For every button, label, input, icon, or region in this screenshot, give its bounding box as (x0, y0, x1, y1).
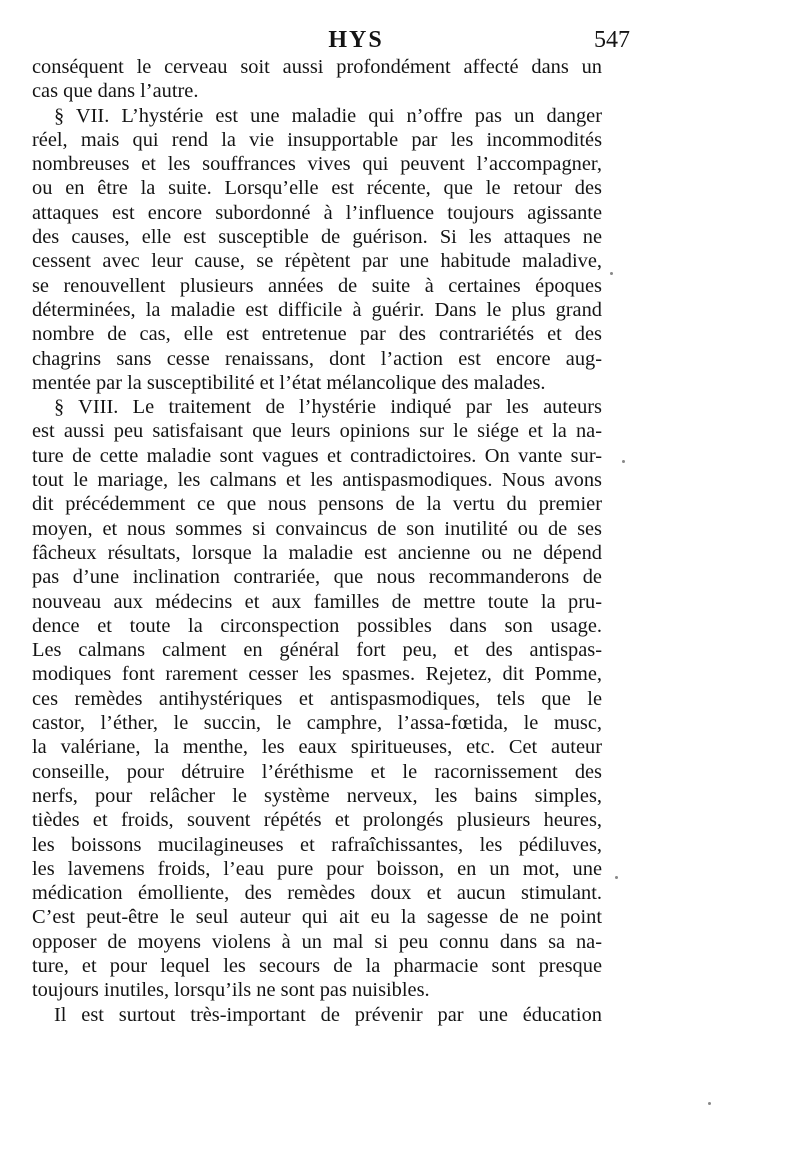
text-line: tièdes et froids, souvent répétés et prolongés plusieurs heures, (32, 809, 602, 832)
text-line: nerfs, pour relâcher le système nerveux, les bains simples, (32, 784, 602, 807)
text-line: tout le mariage, les calmans et les antispasmodiques. Nous avons (32, 469, 602, 492)
text-line: les boissons mucilagineuses et rafraîchissantes, les pédiluves, (32, 833, 602, 856)
text-line: nombreuses et les souffrances vives qui peuvent l’accompagner, (32, 153, 602, 176)
text-line: fâcheux résultats, lorsque la maladie est ancienne ou ne dépend (32, 541, 602, 564)
text-line: médication émolliente, des remèdes doux et aucun stimulant. (32, 882, 602, 905)
text-line: déterminées, la maladie est difficile à guérir. Dans le plus grand (32, 298, 602, 321)
text-line: les lavemens froids, l’eau pure pour boisson, en un mot, une (32, 857, 602, 880)
text-line: ture de cette maladie sont vagues et contradictoires. On vante sur- (32, 444, 602, 467)
text-line: des causes, elle est susceptible de guérison. Si les attaques ne (32, 226, 602, 249)
text-line: ces remèdes antihystériques et antispasmodiques, tels que le (32, 687, 602, 710)
text-line: cessent avec leur cause, se répètent par une habitude maladive, (32, 250, 602, 273)
text-line: dence et toute la circonspection possibles dans son usage. (32, 614, 602, 637)
text-line: toujours inutiles, lorsqu’ils ne sont pas nuisibles. (32, 979, 430, 1002)
text-line: nouveau aux médecins et aux familles de mettre toute la pru- (32, 590, 602, 613)
text-line: Les calmans calment en général fort peu, et des antispas- (32, 639, 602, 662)
text-line: réel, mais qui rend la vie insupportable par les incommodités (32, 128, 602, 151)
running-title: HYS (328, 27, 384, 53)
scan-speck (622, 460, 625, 463)
text-line: modiques font rarement cesser les spasmes. Rejetez, dit Pomme, (32, 663, 602, 686)
text-line: Il est surtout très-important de prévenir par une éducation (54, 1003, 602, 1026)
text-line: moyen, et nous sommes si convaincus de son inutilité ou de ses (32, 517, 602, 540)
text-line: dit précédemment ce que nous pensons de la vertu du premier (32, 493, 602, 516)
text-line: § VIII. Le traitement de l’hystérie indiqué par les auteurs (54, 396, 602, 419)
text-line: mentée par la susceptibilité et l’état mélancolique des malades. (32, 371, 546, 394)
text-line: castor, l’éther, le succin, le camphre, l’assa-fœtida, le musc, (32, 712, 602, 735)
scan-speck (708, 1102, 711, 1105)
text-line: la valériane, la menthe, les eaux spiritueuses, etc. Cet auteur (32, 736, 602, 759)
text-line: ture, et pour lequel les secours de la pharmacie sont presque (32, 954, 602, 977)
text-line: opposer de moyens violens à un mal si peu connu dans sa na- (32, 930, 602, 953)
text-line: C’est peut-être le seul auteur qui ait eu la sagesse de ne point (32, 906, 602, 929)
page-number: 547 (594, 27, 630, 53)
text-line: pas d’une inclination contrariée, que nous recommanderons de (32, 566, 602, 589)
text-line: § VII. L’hystérie est une maladie qui n’offre pas un danger (54, 104, 602, 127)
text-line: se renouvellent plusieurs années de suite à certaines époques (32, 274, 602, 297)
text-line: est aussi peu satisfaisant que leurs opinions sur le siége et la na- (32, 420, 602, 443)
text-line: conséquent le cerveau soit aussi profondément affecté dans un (32, 56, 602, 78)
running-head (30, 22, 770, 58)
scan-speck (610, 272, 613, 275)
text-line: ou en être la suite. Lorsqu’elle est récente, que le retour des (32, 177, 602, 200)
text-line: cas que dans l’autre. (32, 80, 199, 103)
text-line: attaques est encore subordonné à l’influence toujours agissante (32, 201, 602, 224)
text-line: chagrins sans cesse renaissans, dont l’action est encore aug- (32, 347, 602, 370)
text-line: conseille, pour détruire l’éréthisme et le racornissement des (32, 760, 602, 783)
body-text (32, 55, 602, 1027)
text-line: nombre de cas, elle est entretenue par des contrariétés et des (32, 323, 602, 346)
scan-speck (615, 876, 618, 879)
